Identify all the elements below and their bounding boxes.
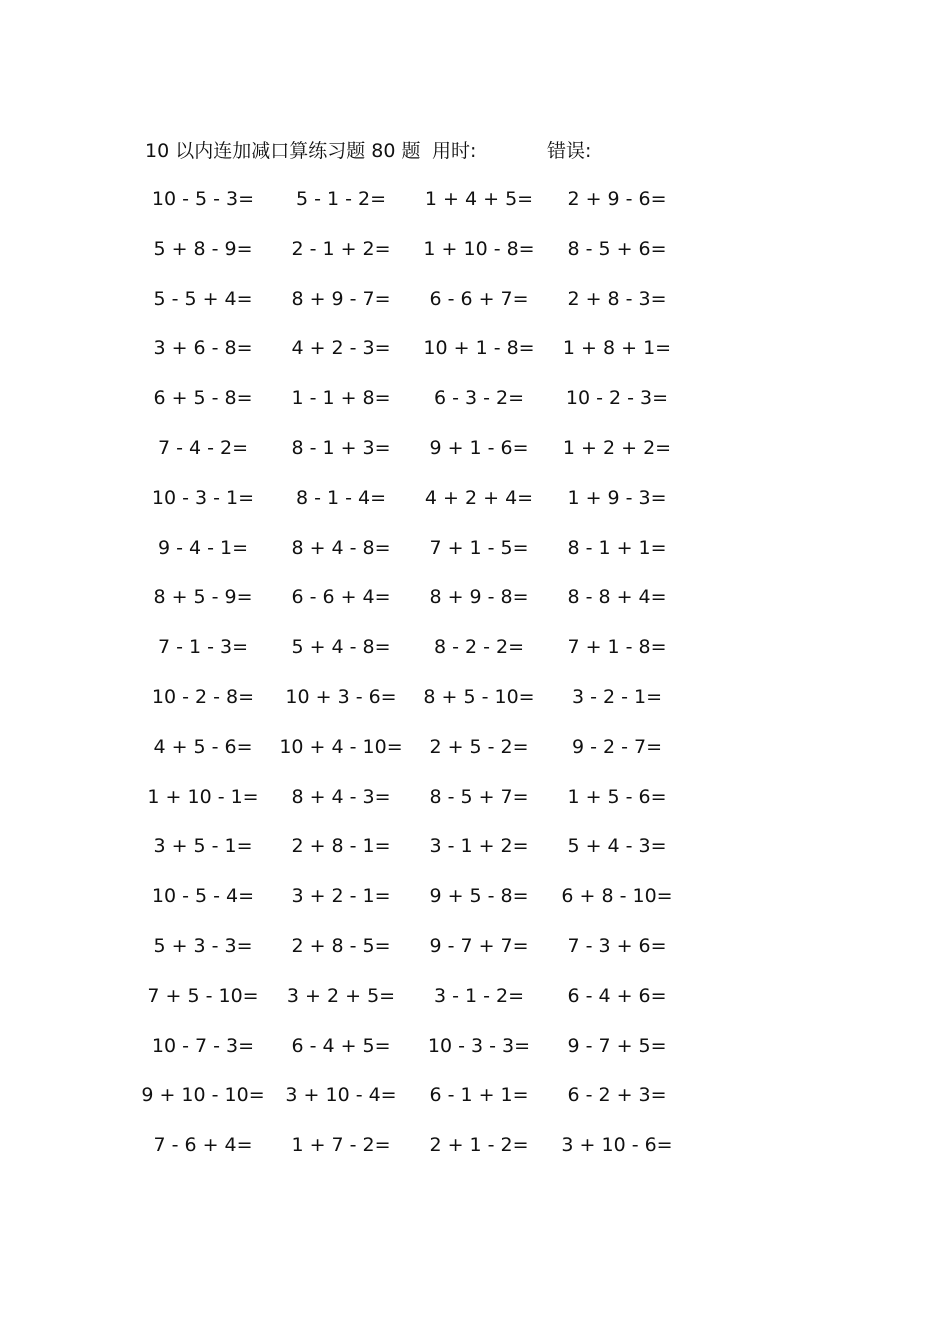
problem-item: 2 + 8 - 5= [291,934,391,957]
problem-row [0,385,950,435]
problem-item: 10 + 4 - 10= [279,735,403,758]
problem-item: 10 - 7 - 3= [151,1034,255,1057]
problem-item: 4 + 2 + 4= [424,486,534,509]
problem-item: 1 + 10 - 1= [147,785,259,808]
problem-item: 5 + 3 - 3= [153,934,253,957]
problem-item: 8 - 5 + 7= [429,785,529,808]
problem-row [0,435,950,485]
problem-item: 6 + 5 - 8= [153,387,253,410]
problem-row [0,286,950,336]
time-label: 用时: [432,140,477,162]
problem-item: 1 + 9 - 3= [567,486,667,509]
problem-item: 6 + 8 - 10= [561,885,673,908]
problem-row [0,535,950,585]
problem-item: 3 + 5 - 1= [153,835,253,858]
problem-item: 3 - 1 + 2= [429,835,529,858]
worksheet-title: 10 以内连加减口算练习题 80 题 [145,140,421,162]
problem-item: 1 + 5 - 6= [567,785,667,808]
problem-row [0,1033,950,1083]
problem-item: 6 - 1 + 1= [429,1084,529,1107]
problem-item: 9 - 4 - 1= [157,536,249,559]
problem-item: 6 - 6 + 7= [429,287,529,310]
problem-item: 8 + 5 - 10= [423,685,535,708]
problem-item: 9 + 5 - 8= [429,885,529,908]
problem-item: 2 + 1 - 2= [429,1134,529,1157]
problem-item: 4 + 5 - 6= [153,735,253,758]
problem-item: 9 - 7 + 7= [429,934,529,957]
problem-row [0,833,950,883]
problem-row [0,883,950,933]
problem-row [0,684,950,734]
problem-item: 2 + 8 - 1= [291,835,391,858]
problem-item: 9 - 2 - 7= [571,735,663,758]
problem-item: 7 + 1 - 5= [429,536,529,559]
problem-item: 9 - 7 + 5= [567,1034,667,1057]
problem-item: 8 - 1 + 3= [291,436,391,459]
problem-grid [0,186,950,1182]
problem-item: 2 + 8 - 3= [567,287,667,310]
problem-item: 1 + 2 + 2= [562,436,672,459]
problem-item: 7 - 6 + 4= [153,1134,253,1157]
problem-item: 6 - 6 + 4= [291,586,391,609]
problem-row [0,1132,950,1182]
problem-item: 3 + 2 + 5= [286,984,396,1007]
problem-item: 3 + 6 - 8= [153,337,253,360]
problem-item: 5 + 4 - 8= [291,636,391,659]
problem-item: 6 - 4 + 5= [291,1034,391,1057]
problem-item: 2 - 1 + 2= [291,237,391,260]
problem-row [0,734,950,784]
problem-item: 7 - 1 - 3= [157,636,249,659]
problem-item: 1 + 7 - 2= [291,1134,391,1157]
problem-row [0,1082,950,1132]
problem-item: 8 - 2 - 2= [433,636,525,659]
problem-item: 1 + 4 + 5= [424,188,534,210]
problem-item: 8 - 5 + 6= [567,237,667,260]
problem-item: 3 - 1 - 2= [433,984,525,1007]
problem-row [0,933,950,983]
problem-item: 10 - 3 - 1= [151,486,255,509]
problem-item: 8 + 9 - 7= [291,287,391,310]
problem-item: 1 + 8 + 1= [562,337,672,360]
problem-row [0,983,950,1033]
problem-row [0,784,950,834]
problem-item: 4 + 2 - 3= [291,337,391,360]
problem-item: 6 - 3 - 2= [433,387,525,410]
problem-item: 5 + 8 - 9= [153,237,253,260]
problem-row [0,634,950,684]
problem-row [0,186,950,236]
error-label: 错误: [547,140,592,162]
problem-row [0,335,950,385]
problem-item: 6 - 2 + 3= [567,1084,667,1107]
problem-row [0,485,950,535]
problem-item: 3 - 2 - 1= [571,685,663,708]
problem-item: 2 + 9 - 6= [567,188,667,210]
problem-item: 7 - 4 - 2= [157,436,249,459]
problem-item: 9 + 10 - 10= [141,1084,265,1107]
problem-item: 8 - 1 + 1= [567,536,667,559]
problem-item: 3 + 2 - 1= [291,885,391,908]
problem-item: 10 - 2 - 3= [565,387,669,410]
problem-item: 5 - 5 + 4= [153,287,253,310]
problem-item: 8 - 1 - 4= [295,486,387,509]
problem-row [0,584,950,634]
problem-item: 10 + 3 - 6= [285,685,397,708]
problem-item: 9 + 1 - 6= [429,436,529,459]
problem-item: 3 + 10 - 6= [561,1134,673,1157]
problem-item: 8 + 5 - 9= [153,586,253,609]
problem-item: 2 + 5 - 2= [429,735,529,758]
worksheet-header [0,137,950,165]
problem-item: 5 + 4 - 3= [567,835,667,858]
problem-item: 6 - 4 + 6= [567,984,667,1007]
problem-item: 8 + 4 - 8= [291,536,391,559]
problem-item: 7 + 1 - 8= [567,636,667,659]
problem-item: 1 - 1 + 8= [291,387,391,410]
problem-item: 10 - 5 - 3= [151,188,255,210]
problem-item: 8 + 4 - 3= [291,785,391,808]
problem-item: 7 - 3 + 6= [567,934,667,957]
problem-item: 10 - 2 - 8= [151,685,255,708]
problem-item: 8 - 8 + 4= [567,586,667,609]
problem-item: 8 + 9 - 8= [429,586,529,609]
problem-item: 7 + 5 - 10= [147,984,259,1007]
problem-item: 1 + 10 - 8= [423,237,535,260]
problem-row [0,236,950,286]
problem-item: 10 - 5 - 4= [151,885,255,908]
problem-item: 10 - 3 - 3= [427,1034,531,1057]
problem-item: 5 - 1 - 2= [295,188,387,210]
problem-item: 10 + 1 - 8= [423,337,535,360]
problem-item: 3 + 10 - 4= [285,1084,397,1107]
